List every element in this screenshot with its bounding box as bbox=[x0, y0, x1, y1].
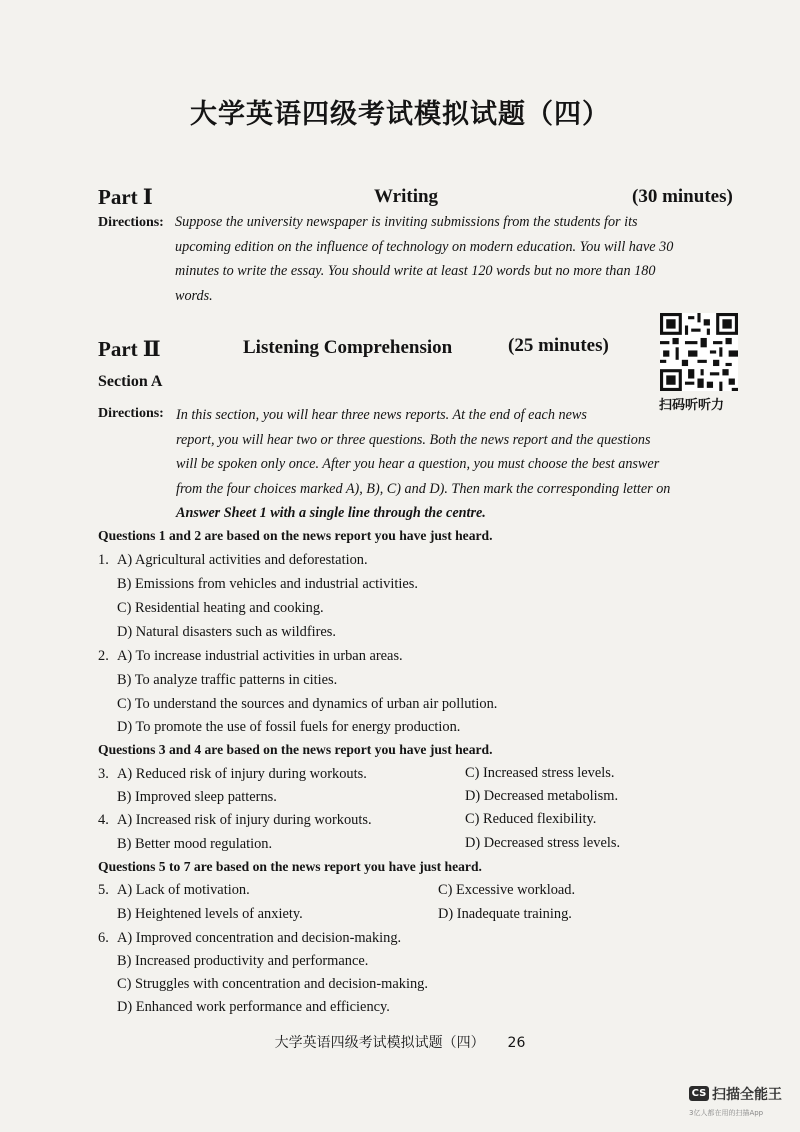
directions-line: minutes to write the essay. You should write at least 120 words but no more than 180 bbox=[175, 263, 656, 279]
part2-directions bbox=[176, 403, 746, 526]
answer-option: B) Improved sleep patterns. bbox=[117, 789, 277, 805]
answer-option: A) Reduced risk of injury during workouts. bbox=[117, 766, 367, 782]
answer-option: C) To understand the sources and dynamics of urban air pollution. bbox=[117, 696, 498, 712]
question-number: 3. bbox=[98, 766, 109, 782]
page-title: 大学英语四级考试模拟试题（四） bbox=[190, 99, 610, 130]
answer-option: A) Lack of motivation. bbox=[117, 882, 250, 898]
answer-option: B) Better mood regulation. bbox=[117, 836, 273, 852]
part2-label: Part Ⅱ bbox=[98, 337, 161, 361]
question-number: 5. bbox=[98, 882, 109, 898]
answer-option: D) Inadequate training. bbox=[438, 906, 572, 922]
answer-option: B) To analyze traffic patterns in cities. bbox=[117, 672, 338, 688]
answer-option: C) Residential heating and cooking. bbox=[117, 600, 324, 616]
part1-directions-label: Directions: bbox=[98, 215, 164, 230]
directions-line: report, you will hear two or three questions. Both the news report and the questions bbox=[176, 431, 651, 448]
answer-option: B) Heightened levels of anxiety. bbox=[117, 906, 303, 922]
directions-line: In this section, you will hear three news reports. At the end of each news bbox=[176, 407, 587, 423]
answer-option: A) Agricultural activities and deforestation. bbox=[117, 552, 368, 568]
answer-option: C) Excessive workload. bbox=[438, 882, 576, 898]
part1-directions bbox=[175, 210, 745, 308]
page-number: 26 bbox=[507, 1035, 526, 1051]
qr-caption: 扫码听听力 bbox=[659, 398, 725, 413]
page-footer bbox=[0, 1032, 800, 1052]
part2-title: Listening Comprehension bbox=[243, 337, 453, 358]
directions-line: will be spoken only once. After you hear a question, you must choose the best answer bbox=[176, 456, 660, 472]
watermark-tagline: 3亿人都在用的扫描App bbox=[689, 1109, 764, 1117]
question-group-heading: Questions 3 and 4 are based on the news report you have just heard. bbox=[98, 742, 493, 757]
answer-option: C) Reduced flexibility. bbox=[465, 811, 597, 827]
part1-time: (30 minutes) bbox=[632, 186, 733, 207]
qr-code-icon[interactable] bbox=[660, 313, 738, 391]
part2-directions-label: Directions: bbox=[98, 406, 164, 421]
section-a-heading: Section A bbox=[98, 373, 163, 390]
directions-line: from the four choices marked A), B), C) and D). Then mark the corresponding letter on bbox=[176, 480, 671, 497]
answer-option: D) Enhanced work performance and efficiency. bbox=[117, 999, 390, 1015]
answer-option: B) Increased productivity and performance. bbox=[117, 953, 369, 969]
part1-label: Part Ⅰ bbox=[98, 185, 153, 209]
answer-option: B) Emissions from vehicles and industrial activities. bbox=[117, 576, 418, 592]
watermark-name: 扫描全能王 bbox=[712, 1087, 782, 1103]
question-group-heading: Questions 5 to 7 are based on the news report you have just heard. bbox=[98, 859, 482, 874]
question-number: 1. bbox=[98, 552, 109, 568]
answer-option: A) Improved concentration and decision-making. bbox=[117, 930, 402, 946]
directions-line: Answer Sheet 1 with a single line through the centre. bbox=[176, 505, 486, 521]
answer-option: D) Decreased stress levels. bbox=[465, 835, 621, 851]
answer-option: C) Increased stress levels. bbox=[465, 765, 615, 781]
answer-option: A) Increased risk of injury during workouts. bbox=[117, 812, 372, 828]
directions-line: upcoming edition on the influence of technology on modern education. You will have 30 bbox=[175, 238, 674, 255]
answer-option: A) To increase industrial activities in urban areas. bbox=[117, 648, 403, 664]
answer-option: D) Natural disasters such as wildfires. bbox=[117, 624, 337, 640]
part2-time: (25 minutes) bbox=[508, 335, 609, 356]
footer-title: 大学英语四级考试模拟试题（四） bbox=[274, 1035, 485, 1051]
answer-option: C) Struggles with concentration and decision-making. bbox=[117, 976, 428, 992]
directions-line: words. bbox=[175, 287, 213, 304]
part1-title: Writing bbox=[374, 186, 439, 207]
answer-option: D) To promote the use of fossil fuels for energy production. bbox=[117, 719, 461, 735]
camscanner-logo-icon: CS bbox=[689, 1086, 709, 1101]
question-number: 4. bbox=[98, 812, 109, 828]
answer-option: D) Decreased metabolism. bbox=[465, 788, 619, 804]
question-number: 2. bbox=[98, 648, 109, 664]
question-number: 6. bbox=[98, 930, 109, 946]
question-group-heading: Questions 1 and 2 are based on the news report you have just heard. bbox=[98, 528, 493, 543]
directions-line: Suppose the university newspaper is inviting submissions from the students for its bbox=[175, 214, 638, 230]
